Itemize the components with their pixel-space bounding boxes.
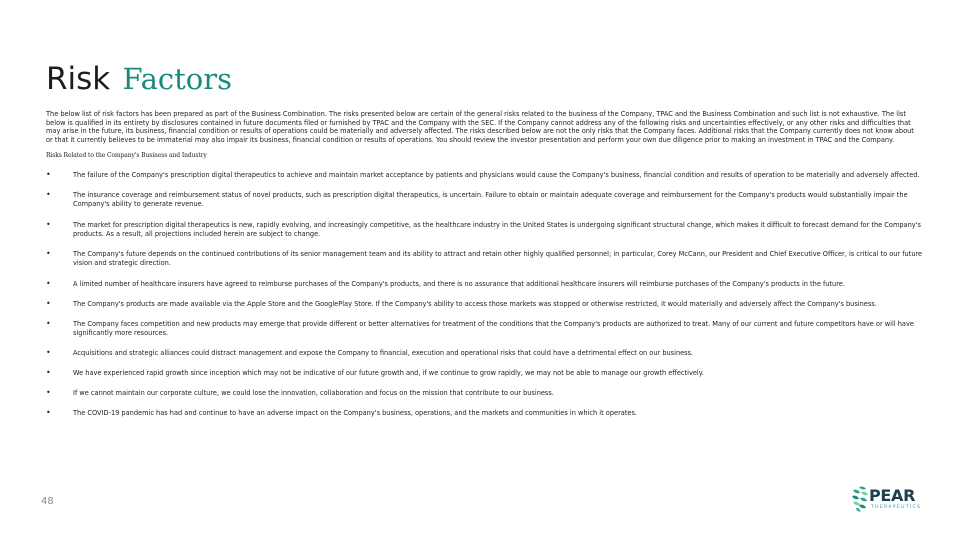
pear-therapeutics-logo bbox=[850, 486, 922, 514]
risk-text: The Company's products are made available via the Apple Store and the GooglePlay Store. If the Company's ability to access those markets was stopped or otherwise restricted, it would materially and adversely affect the Company's business. bbox=[73, 300, 877, 308]
bullet-icon: • bbox=[46, 319, 51, 328]
pear-leaf-icon bbox=[850, 486, 870, 513]
page-number: 48 bbox=[41, 496, 54, 507]
title-word-factors: Factors bbox=[122, 62, 232, 96]
risk-text: The market for prescription digital therapeutics is new, rapidly evolving, and increasingly competitive, as the healthcare industry in the United States is undergoing significant structural change, which makes it difficult to forecast demand for the Company's products. As a result, all projections included herein are subject to change. bbox=[73, 221, 921, 238]
bullet-icon: • bbox=[46, 299, 51, 308]
bullet-icon: • bbox=[46, 220, 51, 229]
logo-subtitle: THERAPEUTICS bbox=[871, 505, 922, 510]
risk-text: The failure of the Company's prescription digital therapeutics to achieve and maintain market acceptance by patients and physicians would cause the Company's business, financial condition and results of operation to be materially and adversely affected. bbox=[73, 171, 920, 179]
intro-paragraph: The below list of risk factors has been prepared as part of the Business Combination. The risks presented below are certain of the general risks related to the business of the Company, TPAC and the Business Combination and such list is not exhaustive. The list below is qualified in its entirety by disclosures contained in future documents filed or furnished by TPAC and the Company with the SEC. If the Company cannot address any of the following risks and uncertainties effectively, or any other risks and difficulties that may arise in the future, its business, financial condition or results of operations could be materially and adversely affected. The risks described below are not the only risks that the Company faces. Additional risks that the Company currently does not know about or that it currently believes to be immaterial may also impair its business, financial condition or results of operations. You should review the investor presentation and perform your own due diligence prior to making an investment in TPAC and the Company. bbox=[46, 110, 914, 144]
risk-text: If we cannot maintain our corporate culture, we could lose the innovation, collaboration and focus on the mission that contribute to our business. bbox=[73, 389, 554, 397]
risk-text: The Company faces competition and new products may emerge that provide different or better alternatives for treatment of the conditions that the Company's products are authorized to treat. Many of our current and future competitors have or will have significantly more resources. bbox=[73, 320, 914, 337]
page-title bbox=[46, 58, 232, 99]
bullet-icon: • bbox=[46, 170, 51, 179]
bullet-icon: • bbox=[46, 279, 51, 288]
section-subheading: Risks Related to the Company's Business and Industry bbox=[46, 152, 207, 159]
risk-text: We have experienced rapid growth since inception which may not be indicative of our future growth and, if we continue to grow rapidly, we may not be able to manage our growth effectively. bbox=[73, 369, 704, 377]
bullet-icon: • bbox=[46, 348, 51, 357]
risk-text: A limited number of healthcare insurers have agreed to reimburse purchases of the Company's products, and there is no assurance that additional healthcare insurers will reimburse purchases of the Company's products in the future. bbox=[73, 280, 845, 288]
bullet-icon: • bbox=[46, 388, 51, 397]
risk-text: Acquisitions and strategic alliances could distract management and expose the Company to financial, execution and operational risks that could have a detrimental effect on our business. bbox=[73, 349, 694, 357]
bullet-icon: • bbox=[46, 368, 51, 377]
bullet-icon: • bbox=[46, 190, 51, 199]
risk-text: The COVID-19 pandemic has had and continue to have an adverse impact on the Company's business, operations, and the markets and communities in which it operates. bbox=[73, 409, 637, 417]
bullet-icon: • bbox=[46, 249, 51, 258]
risk-text: The insurance coverage and reimbursement status of novel products, such as prescription digital therapeutics, is uncertain. Failure to obtain or maintain adequate coverage and reimbursement for the Company's products would substantially impair the Company's ability to generate revenue. bbox=[73, 191, 908, 208]
logo-wordmark: PEAR bbox=[869, 486, 916, 505]
title-word-risk: Risk bbox=[46, 61, 111, 97]
bullet-icon: • bbox=[46, 408, 51, 417]
risk-text: The Company's future depends on the continued contributions of its senior management team and its ability to attract and retain other highly qualified personnel; in particular, Corey McCann, our President and Chief Executive Officer, is critical to our future vision and strategic direction. bbox=[73, 250, 923, 267]
